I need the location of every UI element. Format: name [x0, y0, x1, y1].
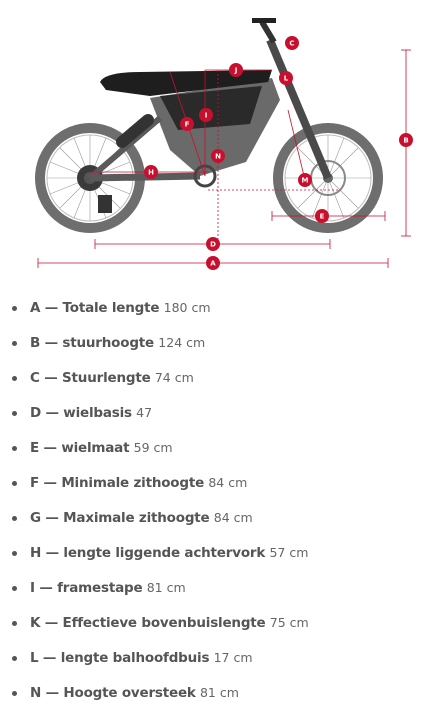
- marker-n: [211, 149, 225, 163]
- bullet-icon: [12, 481, 17, 486]
- spec-value: 180 cm: [163, 300, 211, 315]
- list-item: [0, 648, 426, 683]
- geometry-spec-list: [0, 298, 426, 718]
- list-item: [0, 403, 426, 438]
- bullet-icon: [12, 376, 17, 381]
- bullet-icon: [12, 691, 17, 696]
- spec-label: I — framestape: [30, 580, 143, 596]
- marker-m: [298, 173, 312, 187]
- bullet-icon: [12, 656, 17, 661]
- list-item: [0, 438, 426, 473]
- marker-i: [199, 108, 213, 122]
- spec-label: C — Stuurlengte: [30, 370, 151, 386]
- list-item: [0, 368, 426, 403]
- list-item: [0, 578, 426, 613]
- spec-label: F — Minimale zithoogte: [30, 475, 205, 491]
- spec-value: 75 cm: [269, 615, 309, 630]
- spec-value: 74 cm: [154, 370, 194, 385]
- spec-label: L — lengte balhoofdbuis: [30, 650, 210, 666]
- spec-value: 124 cm: [158, 335, 206, 350]
- svg-text:N: N: [215, 152, 221, 161]
- spec-value: 57 cm: [269, 545, 309, 560]
- svg-text:A: A: [210, 259, 216, 268]
- svg-text:H: H: [148, 168, 154, 177]
- bullet-icon: [12, 306, 17, 311]
- bullet-icon: [12, 341, 17, 346]
- svg-text:C: C: [289, 39, 295, 48]
- spec-label: B — stuurhoogte: [30, 335, 154, 351]
- svg-text:M: M: [301, 176, 309, 185]
- list-item: [0, 508, 426, 543]
- marker-e: [315, 209, 329, 223]
- bullet-icon: [12, 621, 17, 626]
- marker-b: [399, 133, 413, 147]
- svg-text:E: E: [319, 212, 325, 221]
- spec-label: K — Effectieve bovenbuislengte: [30, 615, 266, 631]
- bullet-icon: [12, 446, 17, 451]
- spec-label: A — Totale lengte: [30, 300, 160, 316]
- list-item: [0, 298, 426, 333]
- list-item: [0, 613, 426, 648]
- spec-label: E — wielmaat: [30, 440, 130, 456]
- marker-a: [206, 256, 220, 270]
- spec-value: 84 cm: [213, 510, 253, 525]
- marker-d: [206, 237, 220, 251]
- list-item: [0, 543, 426, 578]
- spec-label: D — wielbasis: [30, 405, 132, 421]
- marker-f: [180, 117, 194, 131]
- bullet-icon: [12, 586, 17, 591]
- spec-label: N — Hoogte oversteek: [30, 685, 196, 701]
- marker-c: [285, 36, 299, 50]
- bullet-icon: [12, 551, 17, 556]
- list-item: [0, 333, 426, 368]
- spec-value: 59 cm: [133, 440, 173, 455]
- marker-h: [144, 165, 158, 179]
- spec-label: H — lengte liggende achtervork: [30, 545, 266, 561]
- svg-text:L: L: [283, 74, 289, 83]
- spec-value: 47: [136, 405, 153, 420]
- spec-value: 81 cm: [146, 580, 186, 595]
- spec-value: 84 cm: [208, 475, 248, 490]
- spec-value: 17 cm: [213, 650, 253, 665]
- spec-value: 81 cm: [199, 685, 239, 700]
- spec-label: G — Maximale zithoogte: [30, 510, 210, 526]
- svg-text:D: D: [210, 240, 216, 249]
- list-item: [0, 683, 426, 718]
- bike-geometry-diagram: [0, 0, 426, 280]
- svg-text:I: I: [204, 111, 208, 120]
- bullet-icon: [12, 516, 17, 521]
- bullet-icon: [12, 411, 17, 416]
- svg-text:F: F: [184, 120, 190, 129]
- svg-text:B: B: [403, 136, 409, 145]
- list-item: [0, 473, 426, 508]
- svg-text:J: J: [234, 66, 238, 75]
- marker-j: [229, 63, 243, 77]
- marker-l: [279, 71, 293, 85]
